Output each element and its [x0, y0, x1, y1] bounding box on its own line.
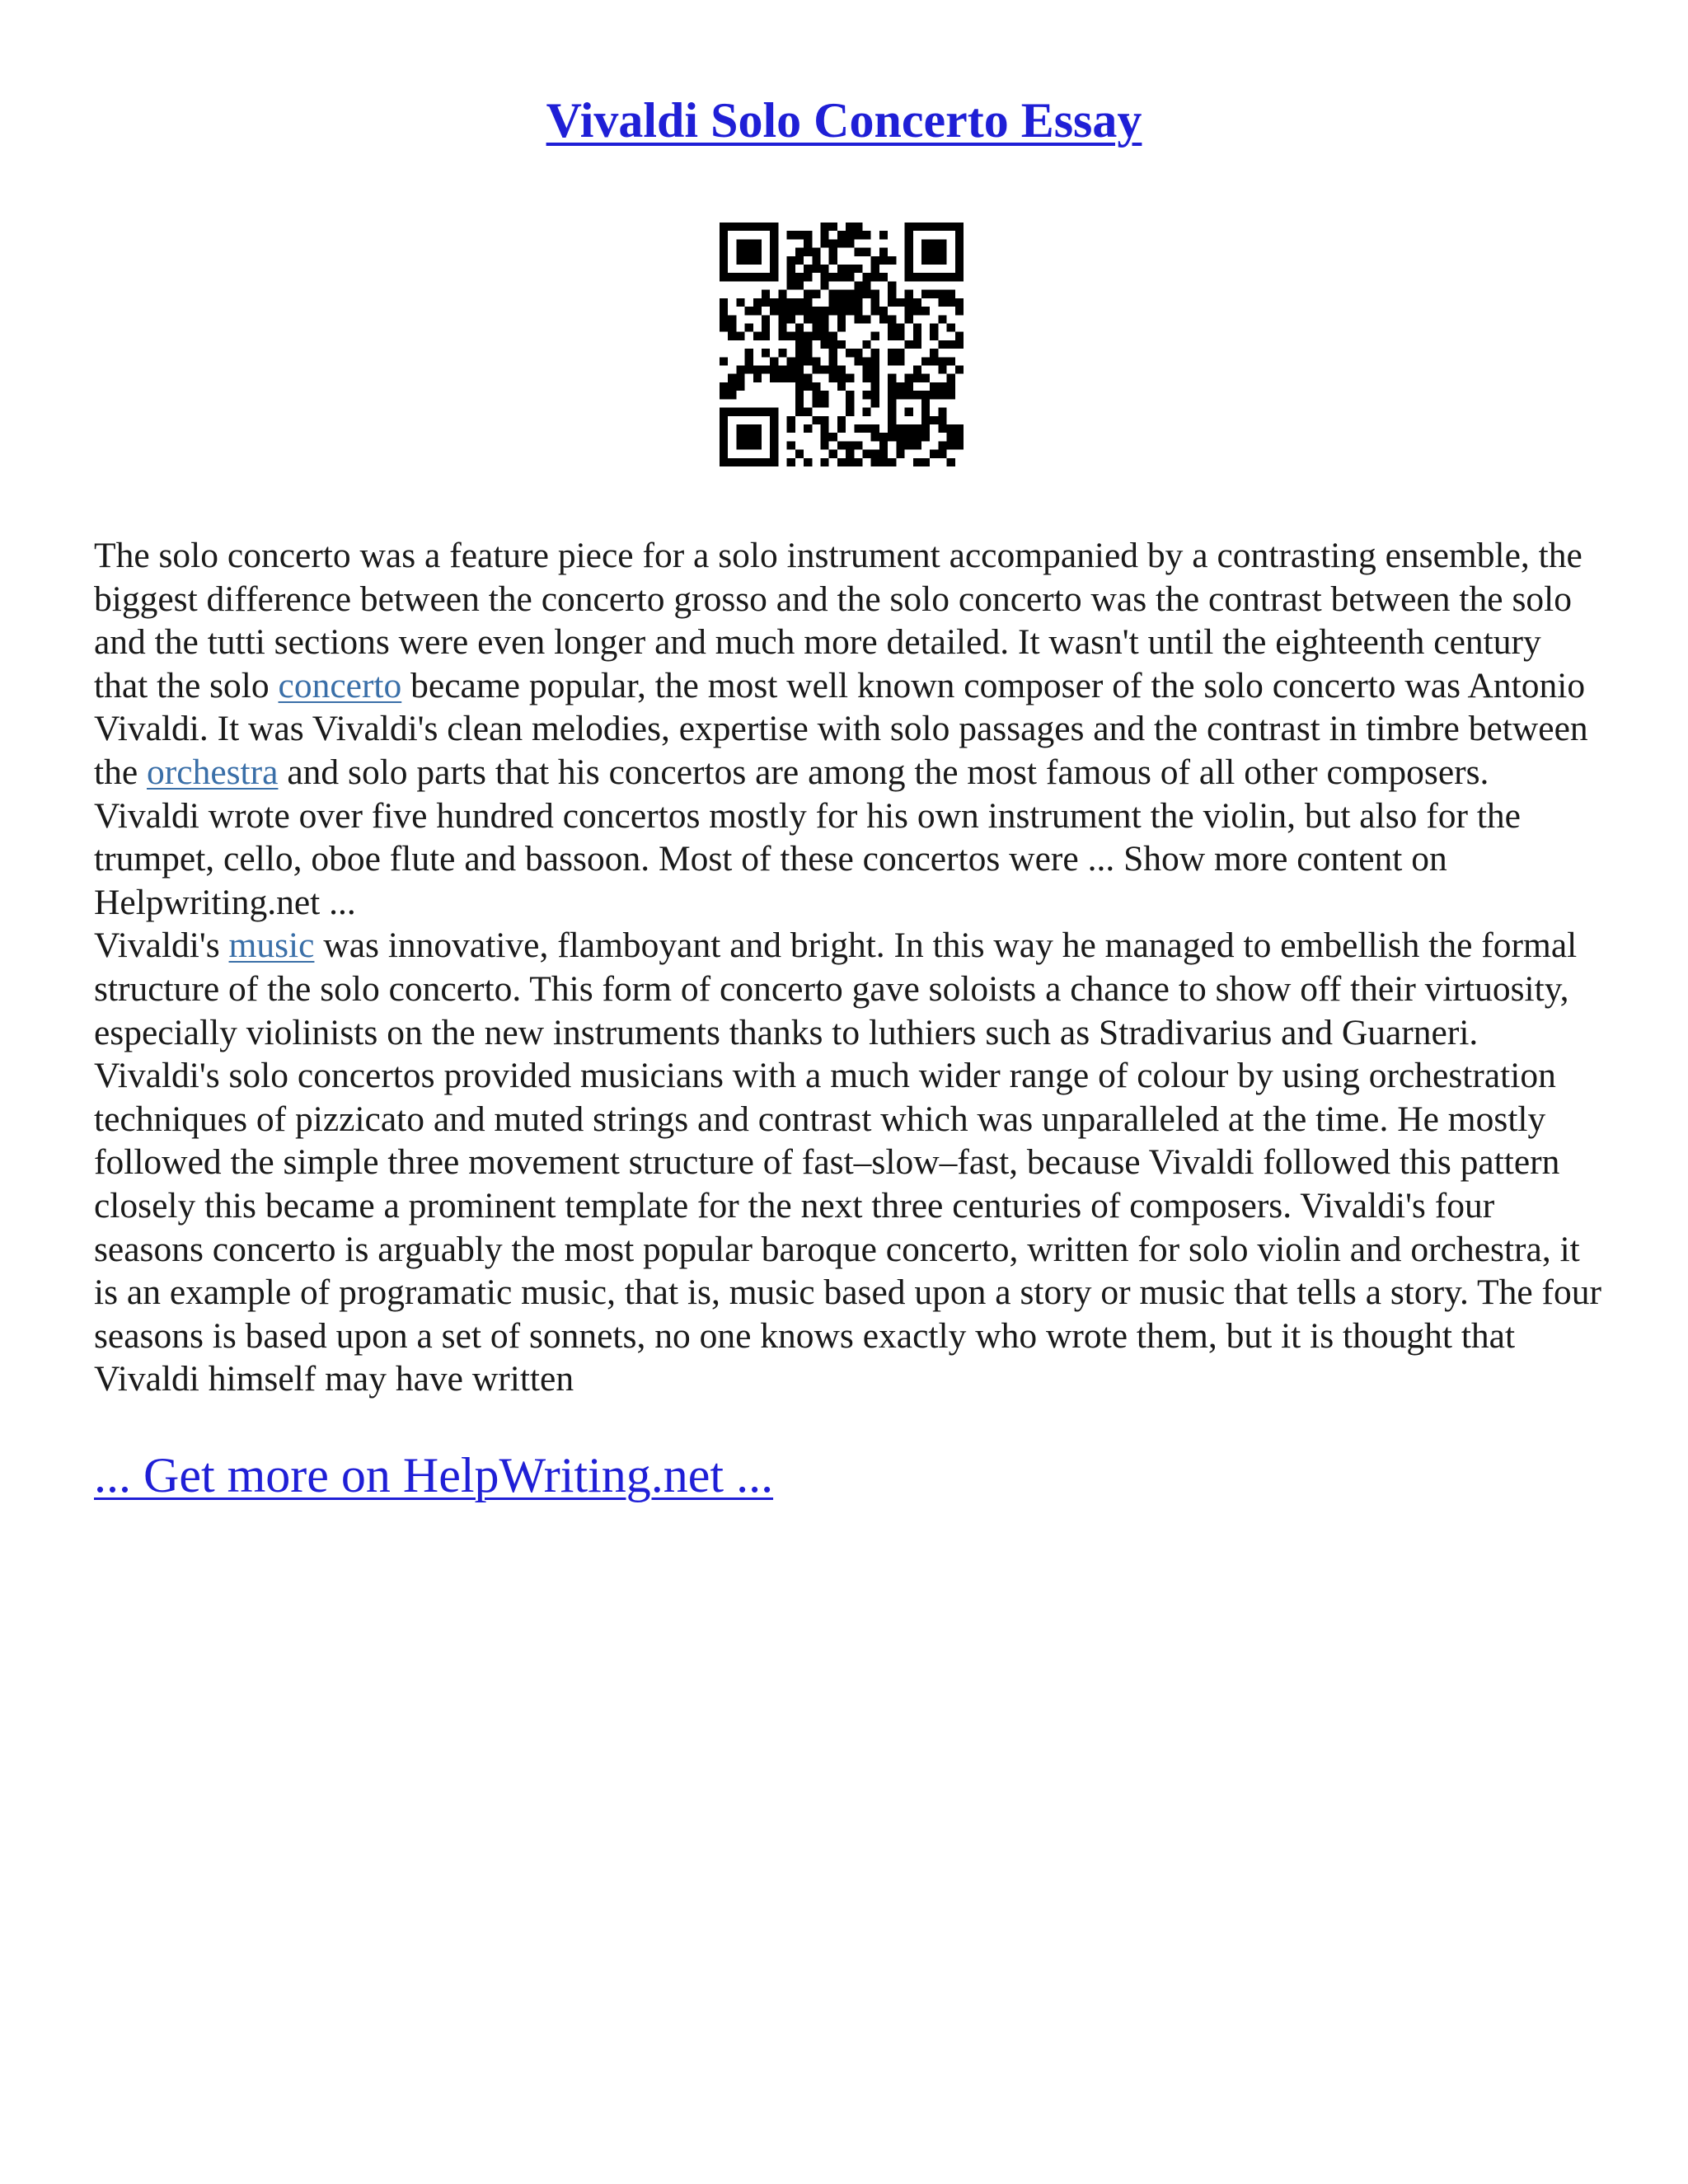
- concerto-link[interactable]: concerto: [278, 665, 402, 705]
- essay-body: [94, 534, 1602, 1401]
- music-link[interactable]: music: [228, 926, 315, 966]
- paragraph-2: Vivaldi's music was innovative, flamboyant and bright. In this way he managed to embellish the formal structure of the solo concerto. This form of concerto gave soloists a chance to show off their virtuosity, especially violinists on the new instruments thanks to luthiers such as Stradivarius and Guarneri. Vivaldi's solo concertos provided musicians with a much wider range of colour by using orchestration techniques of pizzicato and muted strings and contrast which was unparalleled at the time. He mostly followed the simple three movement structure of fast–slow–fast, because Vivaldi followed this pattern closely this became a prominent template for the next three centuries of composers. Vivaldi's four seasons concerto is arguably the most popular baroque concerto, written for solo violin and orchestra, it is an example of programatic music, that is, music based upon a story or music that tells a story. The four seasons is based upon a set of sonnets, no one knows exactly who wrote them, but it is thought that Vivaldi himself may have written: [94, 926, 1601, 1399]
- more-link-container: [94, 1444, 773, 1507]
- title-link[interactable]: Vivaldi Solo Concerto Essay: [546, 93, 1142, 148]
- page-title: [0, 89, 1688, 152]
- get-more-link[interactable]: ... Get more on HelpWriting.net ...: [94, 1448, 774, 1502]
- paragraph-1: The solo concerto was a feature piece for a solo instrument accompanied by a contrasting ensemble, the biggest difference between the concerto grosso and the solo concerto was the contrast between the solo and the tutti sections were even longer and much more detailed. It wasn't until the eighteenth century that the solo concerto became popular, the most well known composer of the solo concerto was Antonio Vivaldi. It was Vivaldi's clean melodies, expertise with solo passages and the contrast in timbre between the orchestra and solo parts that his concertos are among the most famous of all other composers. Vivaldi wrote over five hundred concertos mostly for his own instrument the violin, but also for the trumpet, cello, oboe flute and bassoon. Most of these concertos were ... Show more content on Helpwriting.net ...: [94, 536, 1588, 922]
- orchestra-link[interactable]: orchestra: [147, 752, 279, 792]
- qr-code-icon: [720, 223, 964, 466]
